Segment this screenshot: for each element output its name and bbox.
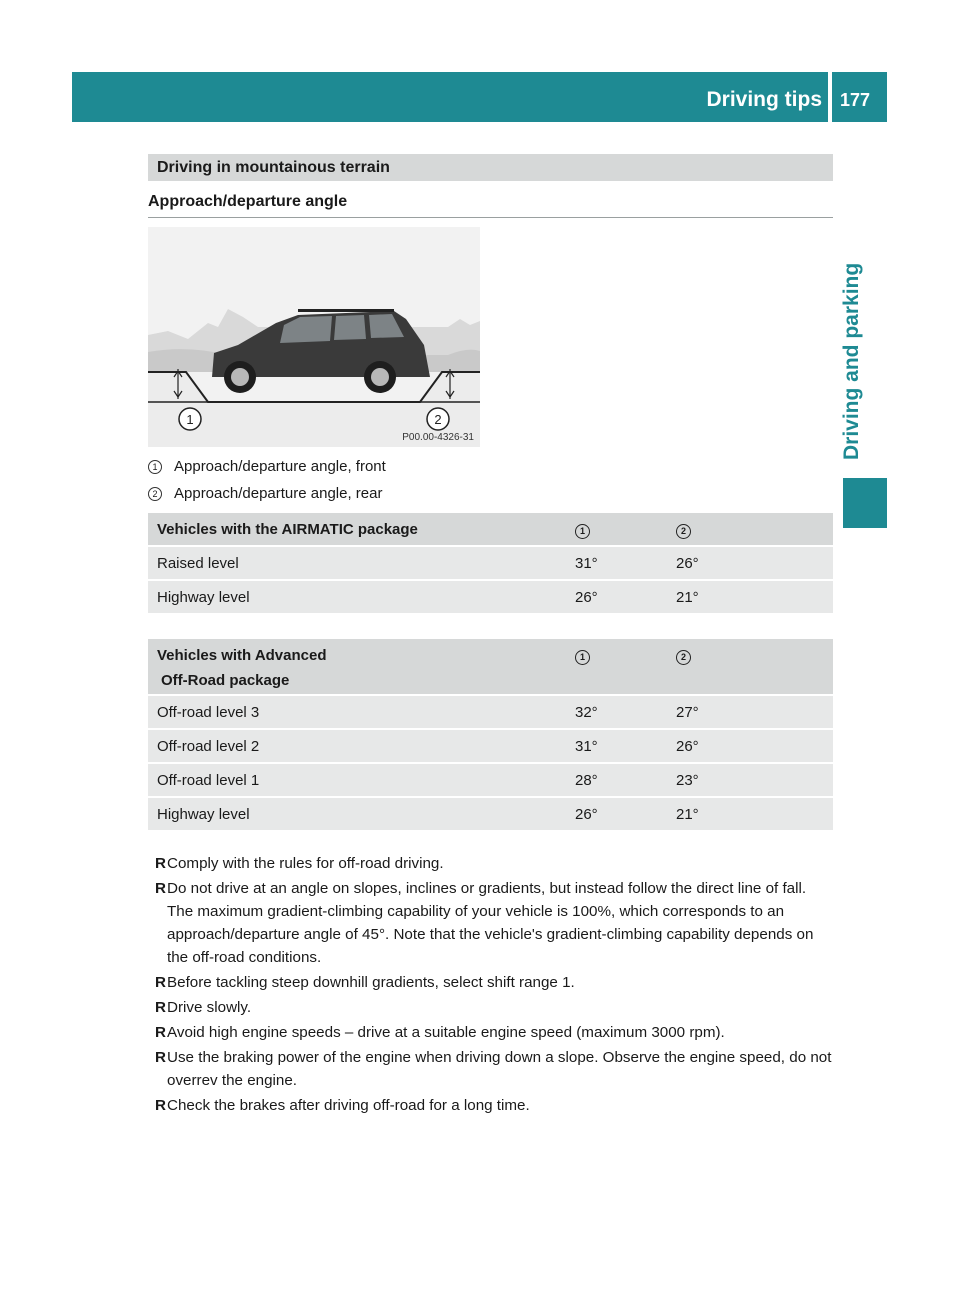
table-header-label-line1: Vehicles with Advanced — [157, 647, 327, 664]
table-header-label-line2: Off-Road package — [161, 672, 290, 689]
page-number: 177 — [840, 90, 871, 110]
bullet-marker: R — [155, 880, 166, 897]
row-rear-angle: 26° — [676, 555, 699, 572]
table-row — [148, 764, 833, 796]
row-rear-angle: 23° — [676, 772, 699, 789]
header-title: Driving tips — [706, 88, 822, 111]
side-tab-block — [843, 478, 887, 528]
row-rear-angle: 27° — [676, 704, 699, 721]
row-rear-angle: 21° — [676, 806, 699, 823]
row-rear-angle: 26° — [676, 738, 699, 755]
section-heading: Driving in mountainous terrain — [148, 154, 833, 181]
bullet-marker: R — [155, 1049, 166, 1066]
bullet-text: Check the brakes after driving off-road for a long time. — [167, 1097, 530, 1114]
row-label: Raised level — [157, 555, 239, 572]
bullet-marker: R — [155, 1097, 166, 1114]
figure-code: P00.00-4326-31 — [402, 432, 474, 443]
table-header-row — [148, 639, 833, 694]
vehicle-illustration — [148, 227, 480, 447]
bullet-text: Use the braking power of the engine when driving down a slope. Observe the engine speed, do not overrev the engine. — [167, 1049, 832, 1089]
legend-item — [148, 458, 386, 475]
table-row — [148, 696, 833, 728]
legend-text: Approach/departure angle, rear — [174, 485, 383, 502]
bullet-text: Drive slowly. — [167, 999, 252, 1016]
list-item — [155, 877, 835, 969]
table-header-row — [148, 513, 833, 545]
legend-text: Approach/departure angle, front — [174, 458, 386, 475]
row-label: Off-road level 3 — [157, 704, 260, 721]
legend-number: 2 — [148, 487, 162, 501]
side-tab-label: Driving and parking — [840, 262, 863, 460]
row-front-angle: 32° — [575, 704, 598, 721]
bullet-marker: R — [155, 999, 166, 1016]
row-label: Off-road level 1 — [157, 772, 260, 789]
col-rear-marker: 2 — [676, 524, 691, 539]
col-front-marker: 1 — [575, 650, 590, 665]
bullet-text: Before tackling steep downhill gradients, select shift range 1. — [167, 974, 575, 991]
row-label: Highway level — [157, 806, 250, 823]
row-rear-angle: 21° — [676, 589, 699, 606]
list-item — [155, 996, 835, 1019]
bullet-marker: R — [155, 974, 166, 991]
table-header-label: Vehicles with the AIRMATIC package — [157, 521, 418, 538]
bullet-list — [155, 852, 835, 1119]
bullet-text: Do not drive at an angle on slopes, inclines or gradients, but instead follow the direct line of fall. The maximum gradient-climbing capability of your vehicle is 100%, which corresponds to an approach/departure angle of 45°. Note that the vehicle's gradient-climbing capability depends on the off-road conditions. — [167, 880, 814, 966]
row-front-angle: 28° — [575, 772, 598, 789]
table-row — [148, 547, 833, 579]
row-front-angle: 31° — [575, 555, 598, 572]
row-front-angle: 26° — [575, 589, 598, 606]
list-item — [155, 971, 835, 994]
list-item — [155, 1046, 835, 1092]
bullet-marker: R — [155, 855, 166, 872]
vehicle-figure — [148, 227, 480, 447]
list-item — [155, 1094, 835, 1117]
row-label: Highway level — [157, 589, 250, 606]
col-rear-marker: 2 — [676, 650, 691, 665]
row-label: Off-road level 2 — [157, 738, 260, 755]
row-front-angle: 26° — [575, 806, 598, 823]
row-front-angle: 31° — [575, 738, 598, 755]
table-row — [148, 730, 833, 762]
bullet-text: Avoid high engine speeds – drive at a suitable engine speed (maximum 3000 rpm). — [167, 1024, 725, 1041]
list-item — [155, 1021, 835, 1044]
bullet-text: Comply with the rules for off-road driving. — [167, 855, 444, 872]
table-row — [148, 581, 833, 613]
header-separator — [828, 72, 832, 122]
airmatic-table — [148, 513, 833, 615]
table-row — [148, 798, 833, 830]
figure-marker-1: 1 — [186, 412, 194, 427]
col-front-marker: 1 — [575, 524, 590, 539]
figure-marker-2: 2 — [434, 412, 442, 427]
legend-item — [148, 485, 382, 502]
sub-heading: Approach/departure angle — [148, 193, 833, 218]
bullet-marker: R — [155, 1024, 166, 1041]
legend-number: 1 — [148, 460, 162, 474]
offroad-table — [148, 639, 833, 832]
list-item — [155, 852, 835, 875]
